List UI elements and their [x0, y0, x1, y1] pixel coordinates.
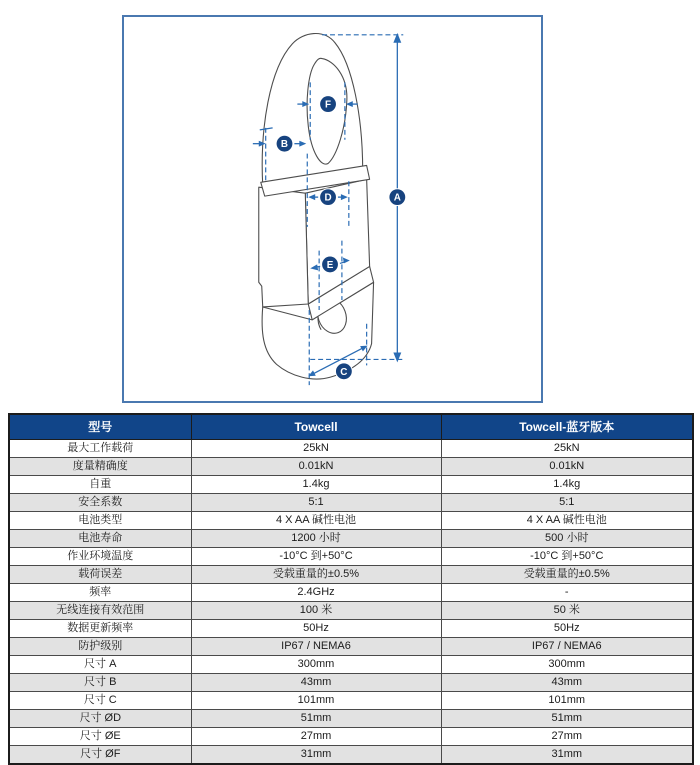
spec-cell-value: 受载重量的±0.5% — [191, 565, 441, 583]
spec-cell-value: 27mm — [441, 727, 693, 745]
diagram-frame — [122, 15, 543, 403]
spec-cell-value: 1.4kg — [441, 475, 693, 493]
spec-table — [8, 413, 694, 765]
spec-cell-value: IP67 / NEMA6 — [441, 637, 693, 655]
spec-cell-value: 101mm — [441, 691, 693, 709]
spec-row — [9, 655, 693, 673]
marker-letter-d: D — [324, 192, 332, 204]
spec-cell-value: 受载重量的±0.5% — [441, 565, 693, 583]
spec-row-label: 频率 — [9, 583, 191, 601]
spec-row — [9, 637, 693, 655]
spec-row — [9, 475, 693, 493]
spec-row — [9, 547, 693, 565]
spec-cell-value: 5:1 — [441, 493, 693, 511]
spec-row — [9, 619, 693, 637]
marker-letter-a: A — [393, 192, 401, 204]
spec-cell-value: 0.01kN — [441, 457, 693, 475]
spec-row — [9, 745, 693, 764]
spec-row-label: 尺寸 A — [9, 655, 191, 673]
spec-cell-value: IP67 / NEMA6 — [191, 637, 441, 655]
spec-table-header — [9, 414, 693, 439]
spec-row-label: 自重 — [9, 475, 191, 493]
device-side-face — [259, 187, 308, 307]
dimension-marker-b — [276, 135, 293, 152]
spec-cell-value: 50Hz — [441, 619, 693, 637]
spec-cell-value: -10°C 到+50°C — [191, 547, 441, 565]
spec-cell-value: 101mm — [191, 691, 441, 709]
dimension-marker-a — [389, 189, 406, 206]
header-towcell-bluetooth: Towcell-蓝牙版本 — [441, 414, 693, 439]
spec-cell-value: 5:1 — [191, 493, 441, 511]
spec-cell-value: 43mm — [441, 673, 693, 691]
spec-row-label: 数据更新频率 — [9, 619, 191, 637]
spec-row-label: 最大工作载荷 — [9, 439, 191, 457]
spec-row — [9, 511, 693, 529]
spec-cell-value: 4 X AA 碱性电池 — [191, 511, 441, 529]
spec-row-label: 尺寸 ØE — [9, 727, 191, 745]
spec-row-label: 防护级别 — [9, 637, 191, 655]
header-row — [9, 414, 693, 439]
spec-row — [9, 727, 693, 745]
spec-cell-value: 25kN — [441, 439, 693, 457]
spec-cell-value: 31mm — [191, 745, 441, 764]
device-drawing — [259, 34, 374, 379]
spec-cell-value: -10°C 到+50°C — [441, 547, 693, 565]
spec-cell-value: 300mm — [441, 655, 693, 673]
spec-row-label: 尺寸 C — [9, 691, 191, 709]
spec-cell-value: 100 米 — [191, 601, 441, 619]
spec-row — [9, 457, 693, 475]
spec-row — [9, 565, 693, 583]
spec-row — [9, 583, 693, 601]
spec-row-label: 电池类型 — [9, 511, 191, 529]
spec-row — [9, 601, 693, 619]
spec-row-label: 安全系数 — [9, 493, 191, 511]
marker-letter-c: C — [340, 366, 348, 378]
spec-cell-value: 31mm — [441, 745, 693, 764]
spec-row — [9, 493, 693, 511]
marker-letter-b: B — [280, 139, 289, 151]
header-model: 型号 — [9, 414, 191, 439]
load-cell-dimension-diagram — [124, 17, 541, 401]
spec-cell-value: 300mm — [191, 655, 441, 673]
spec-cell-value: 50 米 — [441, 601, 693, 619]
spec-cell-value: 500 小时 — [441, 529, 693, 547]
spec-cell-value: 51mm — [441, 709, 693, 727]
marker-letter-f: F — [325, 99, 332, 111]
spec-cell-value: 4 X AA 碱性电池 — [441, 511, 693, 529]
spec-cell-value: 50Hz — [191, 619, 441, 637]
spec-row-label: 作业环境温度 — [9, 547, 191, 565]
spec-cell-value: 1200 小时 — [191, 529, 441, 547]
spec-row-label: 尺寸 ØD — [9, 709, 191, 727]
spec-row-label: 无线连接有效范围 — [9, 601, 191, 619]
dimension-marker-c — [335, 363, 352, 380]
spec-row — [9, 691, 693, 709]
spec-row-label: 尺寸 B — [9, 673, 191, 691]
spec-cell-value: 25kN — [191, 439, 441, 457]
spec-row-label: 电池寿命 — [9, 529, 191, 547]
dimension-marker-d — [320, 189, 337, 206]
dimension-marker-f — [320, 96, 337, 113]
spec-cell-value: 27mm — [191, 727, 441, 745]
spec-cell-value: 1.4kg — [191, 475, 441, 493]
spec-cell-value: 43mm — [191, 673, 441, 691]
spec-row-label: 载荷误差 — [9, 565, 191, 583]
spec-cell-value: 51mm — [191, 709, 441, 727]
spec-row — [9, 439, 693, 457]
spec-row — [9, 709, 693, 727]
spec-cell-value: 0.01kN — [191, 457, 441, 475]
spec-row — [9, 673, 693, 691]
dimension-marker-e — [322, 256, 339, 273]
spec-cell-value: - — [441, 583, 693, 601]
marker-letter-e: E — [326, 259, 334, 271]
spec-row-label: 尺寸 ØF — [9, 745, 191, 764]
spec-row-label: 度量精确度 — [9, 457, 191, 475]
spec-table-body — [9, 439, 693, 764]
spec-row — [9, 529, 693, 547]
spec-cell-value: 2.4GHz — [191, 583, 441, 601]
header-towcell: Towcell — [191, 414, 441, 439]
